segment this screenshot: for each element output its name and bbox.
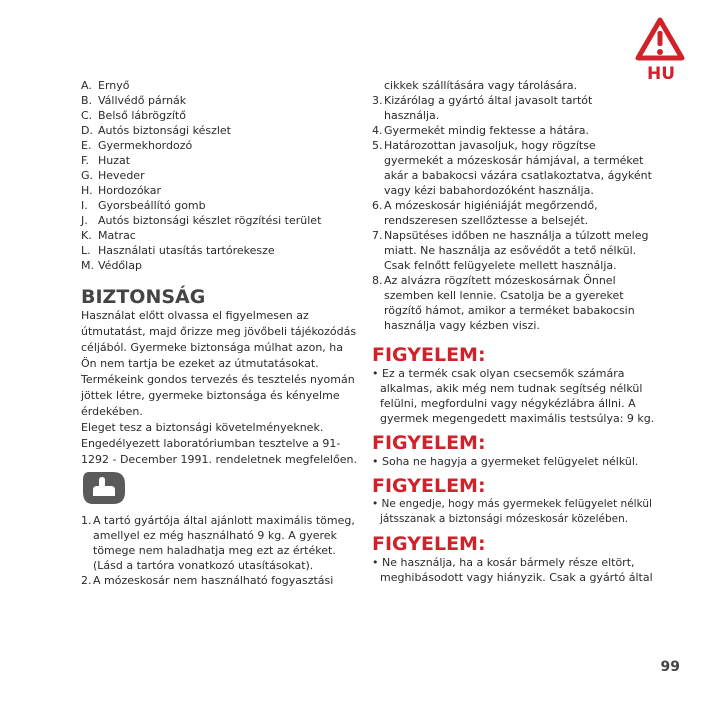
- list-item: cikkek szállítására vagy tárolására.: [384, 79, 578, 92]
- warning-line: alkalmas, akik még nem tudnak segítség nélkül: [380, 382, 643, 395]
- list-item: 2. A mózeskosár nem használható fogyasztási: [81, 574, 334, 587]
- list-item: tömege nem haladhatja meg ezt az értéket.: [93, 544, 336, 557]
- paragraph-line: Eleget tesz a biztonsági követelményeknek.: [81, 421, 324, 434]
- list-item: L. Használati utasítás tartórekesze: [81, 244, 275, 257]
- list-item: M. Védőlap: [81, 259, 142, 272]
- warning-heading: FIGYELEM:: [372, 432, 486, 454]
- right-column: [372, 78, 662, 585]
- list-item: 1. A tartó gyártója által ajánlott maximális tömeg,: [81, 514, 355, 527]
- warning-line: • Ez a termék csak olyan csecsemők számára: [372, 367, 625, 380]
- list-item: 7. Napsütéses időben ne használja a túlzott meleg: [372, 229, 649, 242]
- left-column: [81, 78, 371, 468]
- paragraph-line: céljából. Gyermeke biztonsága múlhat azon, ha: [81, 341, 343, 354]
- instruction-hand-icon: [81, 470, 127, 506]
- paragraph-line: 1292 - December 1991. rendeletnek megfelelően.: [81, 453, 357, 466]
- list-item: 4. Gyermekét mindig fektesse a hátára.: [372, 124, 590, 137]
- warning-line: • Ne használja, ha a kosár bármely része eltört,: [372, 556, 635, 569]
- language-code: HU: [646, 64, 676, 84]
- safety-intro: [81, 308, 371, 468]
- warning-line: játsszanak a biztonsági mózeskosár közelében.: [380, 513, 629, 525]
- warning-line: felülni, megfordulni vagy négykézlábra állni. A: [380, 397, 636, 410]
- list-item: (Lásd a tartóra vonatkozó utasításokat).: [93, 559, 314, 572]
- list-item: I. Gyorsbeállító gomb: [81, 199, 206, 212]
- warning-line: meghibásodott vagy hiányzik. Csak a gyártó által: [380, 571, 653, 584]
- list-item: G. Heveder: [81, 169, 145, 182]
- list-item: 3. Kizárólag a gyártó által javasolt tartót: [372, 94, 593, 107]
- safety-heading: BIZTONSÁG: [81, 286, 206, 308]
- warning-heading: FIGYELEM:: [372, 475, 486, 497]
- list-item: J. Autós biztonsági készlet rögzítési terület: [81, 214, 322, 227]
- list-item: A. Ernyő: [81, 79, 130, 92]
- list-item: gyermekét a mózeskosár hámjával, a terméket: [384, 154, 644, 167]
- list-item: rendszeresen szellőztesse a belsejét.: [384, 214, 589, 227]
- page-number: 99: [660, 659, 680, 675]
- warning-line: • Ne engedje, hogy más gyermekek felügyelet nélkül: [372, 498, 652, 510]
- warning-heading: FIGYELEM:: [372, 533, 486, 555]
- warning-heading: FIGYELEM:: [372, 344, 486, 366]
- list-item: használja.: [384, 109, 440, 122]
- list-item: C. Belső lábrögzítő: [81, 109, 186, 122]
- list-item: D. Autós biztonsági készlet: [81, 124, 231, 137]
- list-item: szemben kell lennie. Csatolja be a gyereket: [384, 289, 624, 302]
- parts-list: [81, 78, 371, 273]
- list-item: F. Huzat: [81, 154, 131, 167]
- list-item: vagy kézi babahordozóként használja.: [384, 184, 594, 197]
- list-item: K. Matrac: [81, 229, 136, 242]
- warning-line: • Soha ne hagyja a gyermeket felügyelet nélkül.: [372, 455, 639, 468]
- left-rules: [81, 513, 371, 588]
- list-item: használja vagy kézben viszi.: [384, 319, 540, 332]
- list-item: H. Hordozókar: [81, 184, 161, 197]
- list-item: miatt. Ne használja az esővédőt a tető nélkül.: [384, 244, 637, 257]
- paragraph-line: Használat előtt olvassa el figyelmesen az: [81, 309, 309, 322]
- list-item: E. Gyermekhordozó: [81, 139, 193, 152]
- list-item: akár a babakocsi vázára csatlakoztatva, ágyként: [384, 169, 652, 182]
- paragraph-line: érdekében.: [81, 405, 143, 418]
- paragraph-line: útmutatást, majd őrizze meg jövőbeli tájékozódás: [81, 325, 357, 338]
- list-item: 6. A mózeskosár higiéniáját megőrzendő,: [372, 199, 598, 212]
- list-item: rögzítő hámot, amikor a terméket babakocsin: [384, 304, 635, 317]
- list-item: B. Vállvédő párnák: [81, 94, 187, 107]
- paragraph-line: Engedélyezett laboratóriumban tesztelve a 91-: [81, 437, 341, 450]
- list-item: 8. Az alvázra rögzített mózeskosárnak Önnel: [372, 274, 616, 287]
- warning-triangle-icon: [634, 16, 686, 64]
- warning-line: gyermek megengedett maximális testsúlya: 9 kg.: [380, 412, 655, 425]
- list-item: 5. Határozottan javasoljuk, hogy rögzítse: [372, 139, 596, 152]
- paragraph-line: Ön nem tartja be ezeket az útmutatásokat.: [81, 357, 319, 370]
- list-item: Csak felnőtt felügyelete mellett használja.: [384, 259, 617, 272]
- paragraph-line: jöttek létre, gyermeke biztonsága és kényelme: [81, 389, 340, 402]
- paragraph-line: Termékeink gondos tervezés és tesztelés nyomán: [81, 373, 355, 386]
- list-item: amellyel ez még használható 9 kg. A gyerek: [93, 529, 337, 542]
